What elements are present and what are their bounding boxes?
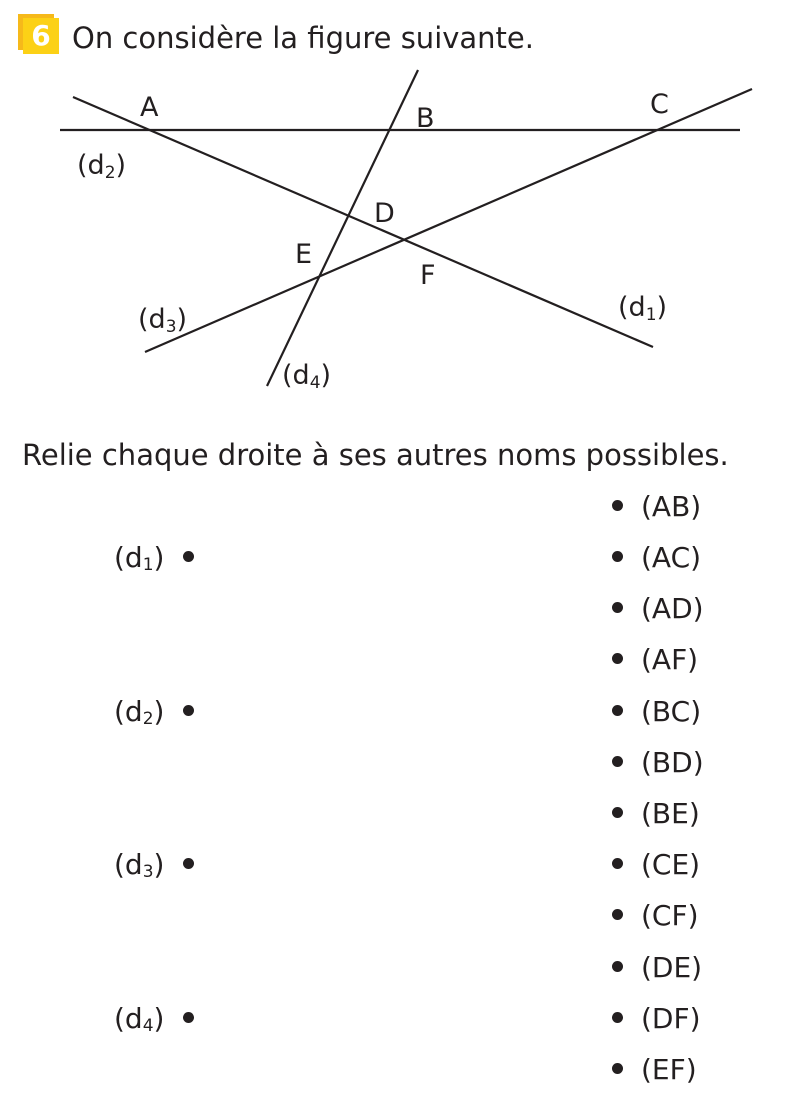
- point-label-b: B: [416, 103, 435, 134]
- connector-dot[interactable]: [183, 705, 194, 716]
- right-item-label: (EF): [641, 1053, 697, 1086]
- right-item-de[interactable]: [612, 950, 702, 986]
- point-label-e: E: [295, 239, 313, 270]
- line-label-d1: (d1): [618, 292, 668, 325]
- right-item-be[interactable]: [612, 796, 700, 832]
- point-label-f: F: [420, 260, 436, 291]
- connector-dot[interactable]: [612, 909, 623, 920]
- right-item-label: (AC): [641, 541, 702, 574]
- left-item-label: $(d_2)$: [114, 695, 165, 729]
- right-item-ab[interactable]: [612, 489, 701, 525]
- left-item-d2[interactable]: [114, 694, 194, 737]
- connector-dot[interactable]: [612, 705, 623, 716]
- connector-dot[interactable]: [183, 858, 194, 869]
- connector-dot[interactable]: [612, 500, 623, 511]
- right-item-label: (AF): [641, 643, 699, 676]
- exercise-title: On considère la figure suivante.: [72, 21, 534, 55]
- right-item-label: (CF): [641, 899, 699, 932]
- connector-dot[interactable]: [612, 756, 623, 767]
- connector-dot[interactable]: [612, 653, 623, 664]
- exercise-number: 6: [23, 18, 59, 54]
- geometry-figure: [0, 0, 803, 400]
- right-item-ac[interactable]: [612, 540, 701, 576]
- right-item-label: (BE): [641, 797, 700, 830]
- right-item-label: (BD): [641, 746, 704, 779]
- point-label-d: D: [374, 198, 395, 229]
- right-item-af[interactable]: [612, 642, 698, 678]
- connector-dot[interactable]: [612, 602, 623, 613]
- point-label-a: A: [140, 92, 159, 123]
- left-item-label: $(d_1)$: [114, 541, 165, 575]
- right-item-ef[interactable]: [612, 1052, 697, 1088]
- left-item-d4[interactable]: [114, 1001, 194, 1044]
- connector-dot[interactable]: [612, 961, 623, 972]
- line-label-d2: (d2): [77, 150, 127, 183]
- left-item-label: $(d_3)$: [114, 848, 165, 882]
- line-label-d4: (d4): [282, 360, 332, 393]
- right-item-cf[interactable]: [612, 898, 699, 934]
- right-item-label: (AD): [641, 592, 704, 625]
- left-item-d3[interactable]: [114, 847, 194, 890]
- connector-dot[interactable]: [183, 1012, 194, 1023]
- right-item-ce[interactable]: [612, 847, 700, 883]
- line-label-d3: (d3): [138, 304, 188, 337]
- left-item-d1[interactable]: [114, 540, 194, 583]
- connector-dot[interactable]: [612, 1012, 623, 1023]
- right-item-bd[interactable]: [612, 745, 704, 781]
- right-item-label: (CE): [641, 848, 701, 881]
- connector-dot[interactable]: [612, 551, 623, 562]
- right-item-label: (AB): [641, 490, 702, 523]
- right-item-label: (BC): [641, 695, 702, 728]
- connector-dot[interactable]: [612, 1063, 623, 1074]
- right-item-df[interactable]: [612, 1001, 701, 1037]
- right-item-label: (DE): [641, 951, 703, 984]
- line-d4: [267, 70, 418, 386]
- point-label-c: C: [650, 89, 669, 120]
- connector-dot[interactable]: [612, 807, 623, 818]
- left-item-label: $(d_4)$: [114, 1002, 165, 1036]
- right-item-ad[interactable]: [612, 591, 704, 627]
- instruction-text: Relie chaque droite à ses autres noms possibles.: [22, 438, 729, 472]
- right-item-label: (DF): [641, 1002, 701, 1035]
- connector-dot[interactable]: [183, 551, 194, 562]
- right-item-bc[interactable]: [612, 694, 701, 730]
- connector-dot[interactable]: [612, 858, 623, 869]
